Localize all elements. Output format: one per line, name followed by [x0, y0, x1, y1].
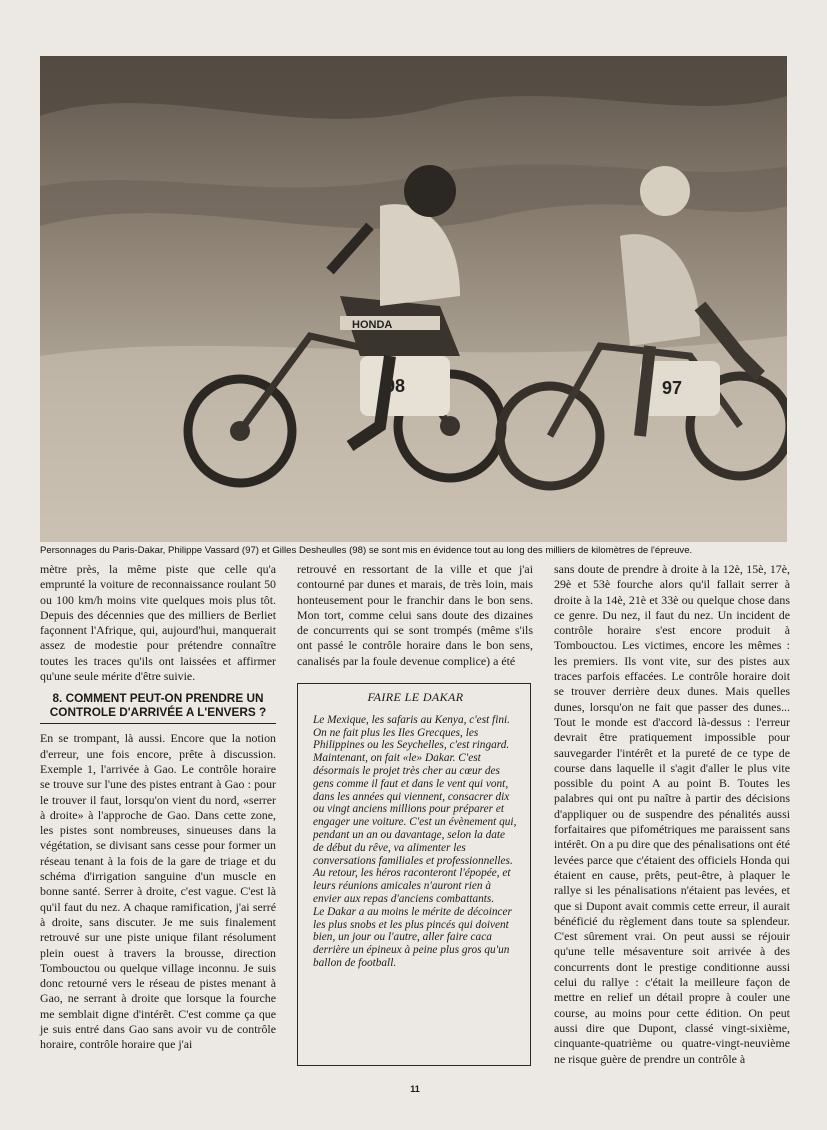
motorcycle-photo-icon	[40, 56, 787, 542]
column-3-body: sans doute de prendre à droite à la 12è, 15è, 17è, 29è et 53è fourche alors qu'il fallait serrer à droite à la 14è, 21è et 33è ou quelque chose dans ce genre. Du nez, il faut du nez. Un incident de contrôle horaire s'est encore produit à Tombouctou. Les victimes, encore les mêmes : les premiers. Ils vont vite, sur des pistes aux traces parfois effacées. Le contrôle horaire doit se trouver derrière deux dunes. Mais quelles dunes, lorsqu'on ne fait que passer des dunes... Tout le monde est d'accord là-dessus : l'erreur devrait être pratiquement impossible pour sauvegarder l'intérêt et la pureté de ce type de course dans laquelle il s'agit d'aller le plus vite possible du point A au point B. Toutes les palabres qui ont pu naître à partir des décisions d'appliquer ou de suspendre des pénalités aussi forfaitaires que pifométriques me paraissent sans intérêt. On a pu dire que des pénalisations ont été levées parce que c'étaient des officiels Honda qui étaient en cause, prêts, peut-être, à plaquer le rallye si les pénalisations n'étaient pas levées, et que si Dupont avait commis cette erreur, il aurait bénéficié du règlement dans toute sa splendeur. C'est sûrement vrai. On peut aussi se réjouir qu'une telle mésaventure soit arrivée à des concurrents dont le prestige conditionne aussi celui du rallye : c'était la meilleure façon de mettre en relief un détail propre à couler une course, au moins pour cette édition. On peut aussi dire que Dupont, classé vingt-sixième, cinquante-quatrième ou quatre-vingt-neuvième ne risque guère de prendre un contrôle à	[554, 562, 790, 1066]
rally-photo	[40, 56, 787, 542]
column-3	[554, 562, 790, 1067]
column-2	[297, 562, 533, 669]
column-2-intro: retrouvé en ressortant de la ville et que j'ai contourné par dunes et marais, de très loin, mais honteusement pour le franchir dans le bon sens. Mon tort, comme celui sans doute des dizaines de concurrents qui se sont trompés (même s'ils ont passé le contrôle horaire dans le bon sens, canalisés par la foule devenue complice) a été	[297, 562, 533, 668]
sidebar-title: FAIRE LE DAKAR	[367, 690, 464, 704]
column-1-body: En se trompant, là aussi. Encore que la notion d'erreur, une fois encore, prête à discussion. Exemple 1, l'arrivée à Gao. Le contrôle horaire se trouve sur l'une des pistes entrant à Gao : pour le trouver il faut, lorsqu'on vient du nord, «serrer à droite» à l'approche de Gao. Dans cette zone, les pistes sont nombreuses, sinueuses dans la végétation, se divisant sans cesse pour former un réseau tenant à la fois de la gare de triage et du schéma d'irrigation sanguine d'un muscle en bonne santé. Serrer à droite, c'est vague. C'est là qu'il faut du nez. A chaque ramification, j'ai serré à droite, sans discuter. Je me suis finalement retrouvé sur une piste unique filant résolument plein ouest à travers la brousse, direction Tombouctou ou quelque village inconnu. Je suis donc retourné vers le réseau de pistes menant à Gao, ne serrant à droite que lorsque la fourche me semblait digne d'intérêt. C'est comme ça que je suis entré dans Gao sans avoir vu de contrôle horaire, contrôle horaire que j'ai	[40, 731, 276, 1052]
column-1-intro: mètre près, la même piste que celle qu'a emprunté la voiture de reconnaissance roulant 50 ou 100 km/h moins vite quelques mois plus tôt. Depuis des décennies que des milliers de Berliet façonnent l'Afrique, qui, aujourd'hui, manquerait assez de modestie pour prétendre connaître toutes les traces qu'ils ont laissées et affirmer qu'une seule mérite d'être suivie.	[40, 562, 276, 684]
photo-caption: Personnages du Paris-Dakar, Philippe Vassard (97) et Gilles Desheulles (98) se sont mis en évidence tout au long des milliers de kilomètres de l'épreuve.	[40, 545, 693, 556]
page-number: 11	[410, 1084, 420, 1094]
sidebar-box	[297, 683, 531, 1066]
bike-98-number: 98	[385, 376, 406, 396]
column-1	[40, 562, 276, 1053]
section-heading: 8. COMMENT PEUT-ON PRENDRE UN CONTROLE D'ARRIVÉE A L'ENVERS ?	[40, 692, 276, 724]
bike-97-number: 97	[662, 378, 683, 398]
bike-brand-label: HONDA	[352, 319, 393, 331]
sidebar-paragraph-2: Le Dakar a au moins le mérite de décoincer les plus snobs et les plus pincés qui doivent bien, un jour ou l'autre, aller faire caca derrière un épineux à peine plus gros qu'un ballon de football.	[313, 905, 512, 969]
sidebar-paragraph-1: Le Mexique, les safaris au Kenya, c'est fini. On ne fait plus les Iles Grecques, les Philippines ou les Seychelles, c'est ringard. Maintenant, on fait «le» Dakar. C'est désormais le projet très cher au cœur des gens comme il faut et dans le vent qui vont, dans les années qui viennent, consacrer dix ou vingt anciens millions pour préparer et engager une voiture. C'est un évènement qui, pendant un an ou davantage, selon la date de début du rêve, va alimenter les conversations familiales et professionnelles. Au retour, les héros raconteront l'épopée, et leurs réunions amicales n'auront rien à envier aux repas d'anciens combattants.	[313, 713, 517, 905]
